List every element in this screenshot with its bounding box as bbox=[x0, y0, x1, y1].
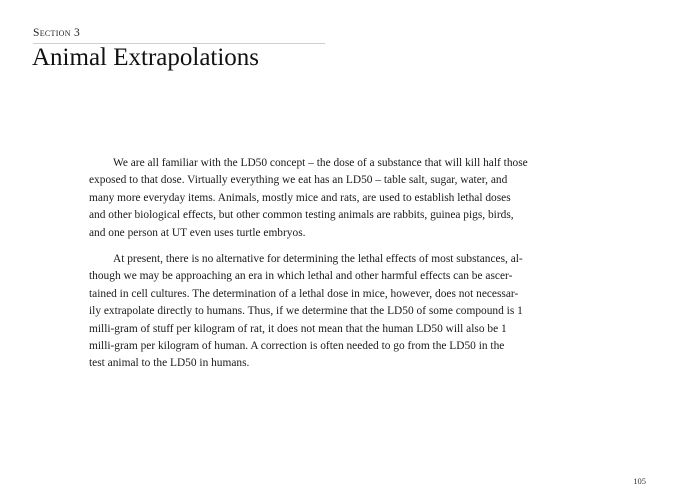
paragraph-alternatives: At present, there is no alternative for determining the lethal effects of most substances, al- though we may be approaching an era in which lethal and other harmful effects can be ascer- tained in cell cultures. The determination of a lethal dose in mice, however, does not necessar- ily extrapolate directly to humans. Thus, if we determine that the LD50 of some compound is 1 milli-gram of stuff per kilogram of rat, it does not mean that the human LD50 will also be 1 milli-gram per kilogram of human. A correction is often needed to go from the LD50 in the test animal to the LD50 in humans. bbox=[89, 253, 523, 370]
page-title: Animal Extrapolations bbox=[32, 44, 260, 71]
body-text bbox=[89, 155, 581, 382]
paragraph-ld50-concept: We are all familiar with the LD50 concept – the dose of a substance that will kill half those exposed to that dose. Virtually everything we eat has an LD50 – table salt, sugar, water, and many more everyday items. Animals, mostly mice and rats, are used to establish lethal doses and other biological effects, but other common testing animals are rabbits, guinea pigs, birds, and one person at UT even uses turtle embryos. bbox=[89, 157, 528, 239]
page-number: 105 bbox=[633, 476, 646, 486]
section-label: Section 3 bbox=[33, 27, 81, 39]
